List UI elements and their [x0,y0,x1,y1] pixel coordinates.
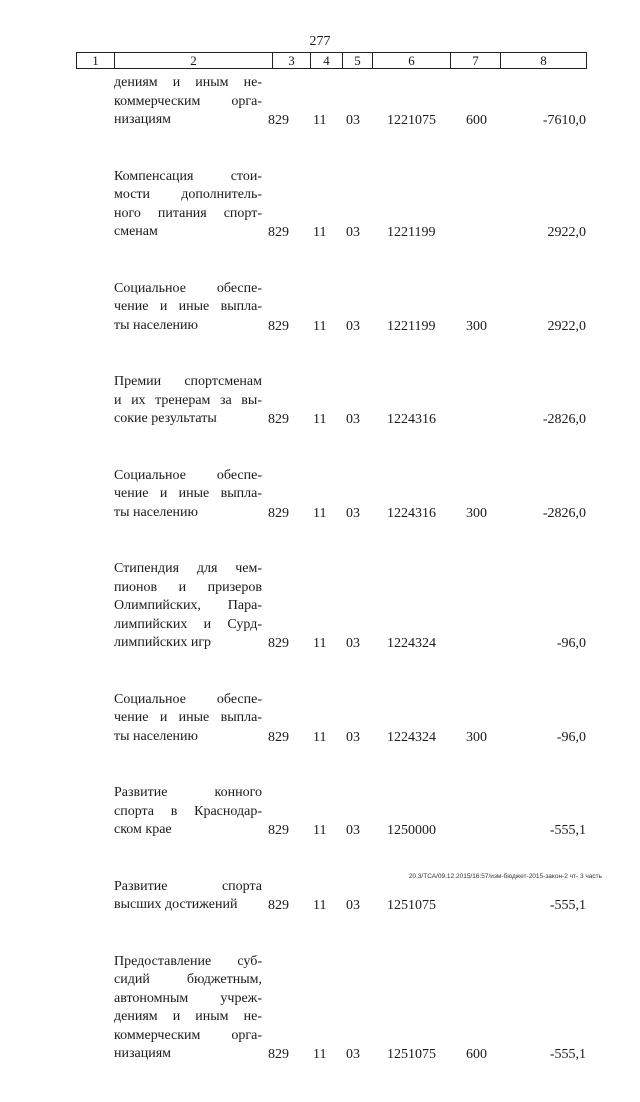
column-number-5: 5 [343,53,373,69]
cell-ministry-code: 829 [268,636,289,651]
cell-amount: 2922,0 [547,225,586,240]
cell-ministry-code: 829 [268,1047,289,1062]
cell-subsection: 03 [346,636,360,651]
cell-target-code: 1224316 [387,505,436,521]
description-line: лимпийских игр [114,635,212,650]
column-number-4: 4 [311,53,343,69]
cell-amount: -555,1 [549,1047,586,1062]
table-row [0,784,640,840]
cell-section: 11 [313,823,327,838]
cell-ministry-code: 829 [268,898,289,913]
description-line: Социальное обеспе- [114,691,262,707]
cell-section: 11 [313,113,327,128]
description-line: мости дополнитель- [114,187,262,202]
description-line: Развитие конного [114,785,262,800]
column-number-2: 2 [115,53,273,69]
description-line: чение и иные выпла- [114,486,262,501]
row-description [114,560,262,653]
description-line: пионов и призеров [114,579,262,595]
table-row [0,74,640,130]
cell-amount: -555,1 [549,823,586,838]
cell-target-code: 1221075 [387,113,436,128]
description-line: спорта в Краснодар- [114,803,262,819]
cell-ministry-code: 829 [268,729,289,745]
cell-amount: -96,0 [556,636,586,651]
table-row [0,280,640,336]
description-line: дениям и иным не- [114,75,262,90]
cell-expense-type: 300 [466,505,487,521]
cell-ministry-code: 829 [268,412,289,427]
cell-expense-type: 300 [466,729,487,745]
description-line: сидий бюджетным, [114,972,262,987]
cell-subsection: 03 [346,1047,360,1062]
cell-amount: -555,1 [549,898,586,913]
description-line: низациям [114,112,172,127]
description-line: и их тренерам за вы- [114,392,262,408]
budget-table-body [0,74,640,1102]
table-row [0,373,640,429]
description-line: Олимпийских, Пара- [114,598,262,613]
table-row [0,168,640,242]
description-line: автономным учреж- [114,990,262,1006]
row-description [114,691,262,747]
description-line: Стипендия для чем- [114,561,262,576]
cell-amount: -7610,0 [542,113,586,128]
cell-expense-type: 600 [466,1047,487,1062]
description-line: Социальное обеспе- [114,280,262,296]
cell-target-code: 1221199 [387,318,436,334]
cell-subsection: 03 [346,318,360,334]
description-line: Развитие спорта [114,878,262,894]
description-line: лимпийских и Сурд- [114,616,262,632]
cell-amount: 2922,0 [547,318,586,334]
table-row [0,953,640,1064]
column-number-1: 1 [77,53,115,69]
cell-subsection: 03 [346,225,360,240]
table-row [0,878,640,915]
cell-ministry-code: 829 [268,113,289,128]
column-number-6: 6 [373,53,451,69]
description-line: дениям и иным не- [114,1009,262,1024]
cell-target-code: 1251075 [387,898,436,913]
description-line: коммерческим орга- [114,93,262,109]
column-number-3: 3 [273,53,311,69]
cell-expense-type: 300 [466,318,487,334]
page-number: 277 [309,34,331,49]
cell-subsection: 03 [346,412,360,427]
cell-amount: -2826,0 [542,505,586,521]
cell-ministry-code: 829 [268,318,289,334]
cell-target-code: 1251075 [387,1047,436,1062]
cell-target-code: 1221199 [387,225,436,240]
cell-section: 11 [313,505,327,521]
cell-expense-type: 600 [466,113,487,128]
row-description [114,953,262,1064]
cell-section: 11 [313,412,327,427]
description-line: ском крае [114,822,172,837]
row-description [114,168,262,242]
cell-section: 11 [313,898,327,913]
row-description [114,74,262,130]
cell-target-code: 1224316 [387,412,436,427]
row-description [114,467,262,523]
table-row [0,560,640,653]
cell-amount: -96,0 [556,729,586,745]
table-row [0,467,640,523]
table-row [0,691,640,747]
cell-ministry-code: 829 [268,225,289,240]
description-line: высших достижений [114,897,238,912]
cell-target-code: 1250000 [387,823,436,838]
column-number-7: 7 [451,53,501,69]
cell-subsection: 03 [346,823,360,838]
cell-target-code: 1224324 [387,636,436,651]
row-description [114,280,262,336]
description-line: коммерческим орга- [114,1027,262,1043]
description-line: низациям [114,1046,172,1061]
description-line: ты населению [114,317,198,333]
cell-section: 11 [313,318,327,334]
cell-subsection: 03 [346,113,360,128]
cell-section: 11 [313,1047,327,1062]
cell-section: 11 [313,729,327,745]
cell-subsection: 03 [346,505,360,521]
cell-section: 11 [313,636,327,651]
description-line: чение и иные выпла- [114,710,262,725]
cell-ministry-code: 829 [268,823,289,838]
description-line: Премии спортсменам [114,374,262,389]
row-description [114,878,262,915]
description-line: ты населению [114,504,198,520]
column-number-8: 8 [501,53,587,69]
description-line: сокие результаты [114,411,217,426]
description-line: Компенсация стои- [114,168,262,184]
cell-subsection: 03 [346,729,360,745]
description-line: сменам [114,224,158,239]
description-line: ного питания спорт- [114,205,262,221]
cell-subsection: 03 [346,898,360,913]
document-footer: 20.3/ТСА/09.12.2015/16:57/изм-бюджет-2015-закон-2 чт- 3 часть [408,873,602,880]
description-line: ты населению [114,728,198,744]
description-line: чение и иные выпла- [114,299,262,314]
row-description [114,784,262,840]
row-description [114,373,262,429]
cell-ministry-code: 829 [268,505,289,521]
cell-target-code: 1224324 [387,729,436,745]
cell-amount: -2826,0 [542,412,586,427]
description-line: Социальное обеспе- [114,467,262,483]
column-header-row [76,52,587,69]
cell-section: 11 [313,225,327,240]
description-line: Предоставление суб- [114,953,262,969]
